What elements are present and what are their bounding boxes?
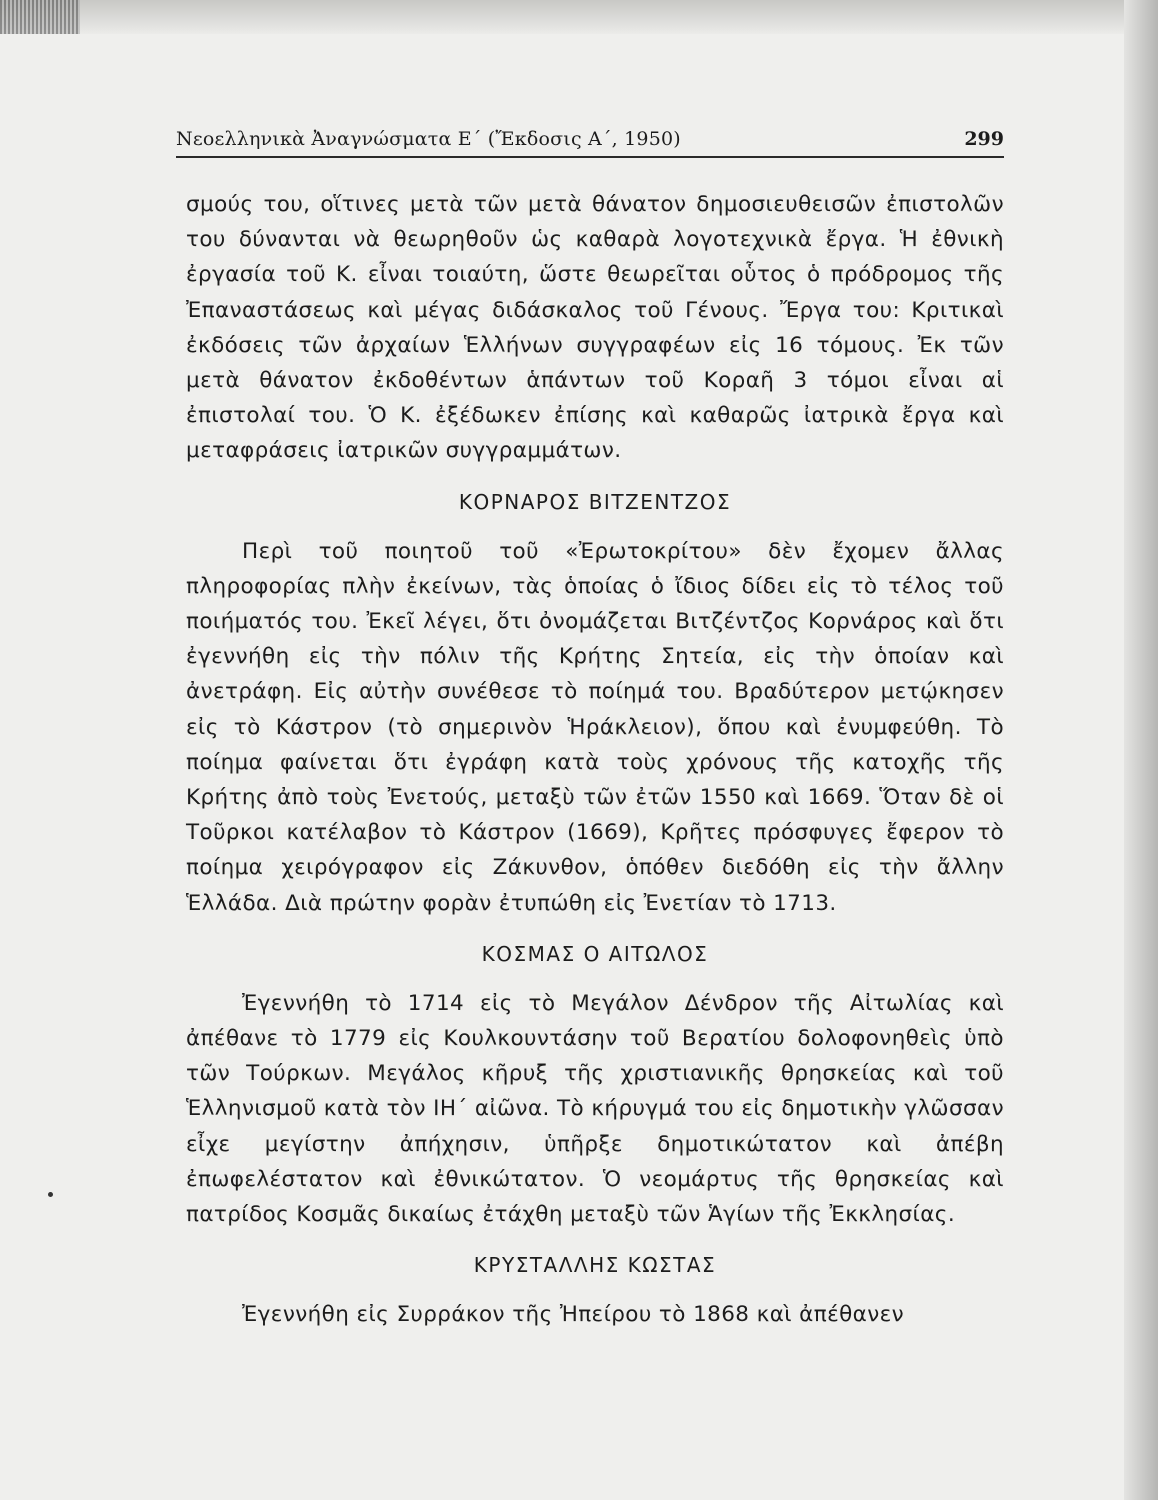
header-title: Νεοελληνικὰ Ἀναγνώσματα Ε΄ (Ἔκδοσις Α΄, 1950) (176, 128, 681, 150)
running-header (176, 128, 1004, 158)
ink-speck (48, 1192, 53, 1197)
scan-right-edge (1124, 0, 1158, 1500)
scan-binding-strip (0, 0, 80, 34)
paragraph-kornaros: Περὶ τοῦ ποιητοῦ τοῦ «Ἐρωτοκρίτου» δὲν ἔχομεν ἄλλας πληροφορίας πλὴν ἐκείνων, τὰς ὁποίας ὁ ἴδιος δίδει εἰς τὸ τέλος τοῦ ποιήματός του. Ἐκεῖ λέγει, ὅτι ὀνομάζεται Βιτζέντζος Κορνάρος καὶ ὅτι ἐγεννήθη εἰς τὴν πόλιν τῆς Κρήτης Σητεία, εἰς τὴν ὁποίαν καὶ ἀνετράφη. Εἰς αὐτὴν συνέθεσε τὸ ποίημά του. Βραδύτερον μετῴκησεν εἰς τὸ Κάστρον (τὸ σημερινὸν Ἡράκλειον), ὅπου καὶ ἐνυμφεύθη. Τὸ ποίημα φαίνεται ὅτι ἐγράφη κατὰ τοὺς χρόνους τῆς κατοχῆς τῆς Κρήτης ἀπὸ τοὺς Ἐνετούς, μεταξὺ τῶν ἐτῶν 1550 καὶ 1669. Ὅταν δὲ οἱ Τοῦρκοι κατέλαβον τὸ Κάστρον (1669), Κρῆτες πρόσφυγες ἔφερον τὸ ποίημα χειρόγραφον εἰς Ζάκυνθον, ὁπόθεν διεδόθη εἰς τὴν ἄλλην Ἑλλάδα. Διὰ πρώτην φορὰν ἐτυπώθη εἰς Ἐνετίαν τὸ 1713. (186, 538, 1004, 916)
page-number: 299 (964, 128, 1004, 150)
paragraph-korais-continued: σμούς του, οἵτινες μετὰ τῶν μετὰ θάνατον δημοσιευθεισῶν ἐπιστολῶν του δύνανται νὰ θεωρηθοῦν ὡς καθαρὰ λογοτεχνικὰ ἔργα. Ἡ ἐθνικὴ ἐργασία τοῦ Κ. εἶναι τοιαύτη, ὥστε θεωρεῖται οὗτος ὁ πρόδρομος τῆς Ἐπαναστάσεως καὶ μέγας διδάσκαλος τοῦ Γένους. Ἔργα του: Κριτικαὶ ἐκδόσεις τῶν ἀρχαίων Ἑλλήνων συγγραφέων εἰς 16 τόμους. Ἐκ τῶν μετὰ θάνατον ἐκδοθέντων ἁπάντων τοῦ Κοραῆ 3 τόμοι εἶναι αἱ ἐπιστολαί του. Ὁ Κ. ἐξέδωκεν ἐπίσης καὶ καθαρῶς ἰατρικὰ ἔργα καὶ μεταφράσεις ἰατρικῶν συγγραμμάτων. (186, 192, 1004, 464)
scan-top-edge (0, 0, 1158, 34)
heading-krystallis: ΚΡΥΣΤΑΛΛΗΣ ΚΩΣΤΑΣ (473, 1253, 717, 1278)
paragraph-kosmas: Ἐγεννήθη τὸ 1714 εἰς τὸ Μεγάλον Δένδρον τῆς Αἰτωλίας καὶ ἀπέθανε τὸ 1779 εἰς Κουλκουντάσην τοῦ Βερατίου δολοφονηθεὶς ὑπὸ τῶν Τούρκων. Μεγάλος κῆρυξ τῆς χριστιανικῆς θρησκείας καὶ τοῦ Ἑλληνισμοῦ κατὰ τὸν ΙΗ΄ αἰῶνα. Τὸ κήρυγμά του εἰς δημοτικὴν γλῶσσαν εἶχε μεγίστην ἀπήχησιν, ὑπῆρξε δημοτικώτατον καὶ ἀπέβη ἐπωφελέστατον καὶ ἐθνικώτατον. Ὁ νεομάρτυς τῆς θρησκείας καὶ πατρίδος Κοσμᾶς δικαίως ἐτάχθη μεταξὺ τῶν Ἁγίων τῆς Ἐκκλησίας. (186, 990, 1004, 1228)
heading-kosmas: ΚΟΣΜΑΣ Ο ΑΙΤΩΛΟΣ (481, 941, 709, 966)
page-body (186, 187, 1004, 1332)
heading-kornaros: ΚΟΡΝΑΡΟΣ ΒΙΤΖΕΝΤΖΟΣ (458, 489, 732, 514)
paragraph-krystallis: Ἐγεννήθη εἰς Συρράκον τῆς Ἠπείρου τὸ 1868 καὶ ἀπέθανεν (242, 1302, 905, 1328)
